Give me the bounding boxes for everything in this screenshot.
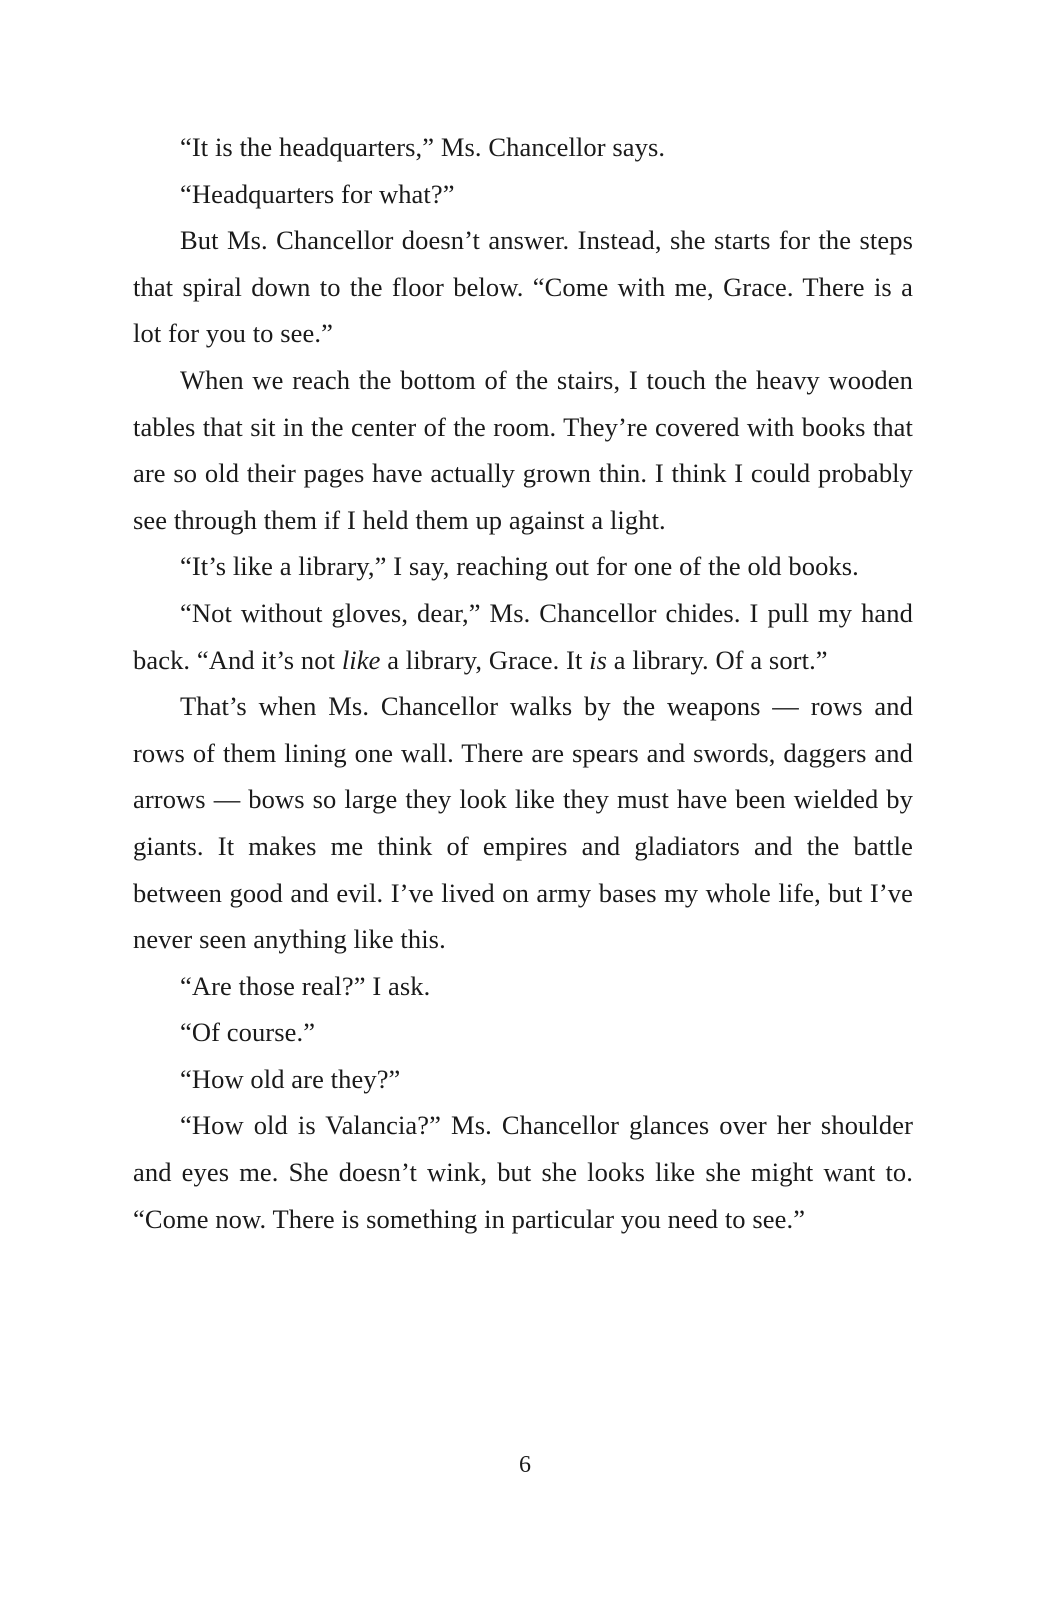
text-run: “It’s like a library,” I say, reaching out for one of the old books. xyxy=(180,551,859,582)
paragraph-2 xyxy=(133,171,913,218)
text-run: a library. Of a sort.” xyxy=(607,644,828,675)
text-run: “How old are they?” xyxy=(180,1063,401,1094)
paragraph-7 xyxy=(133,683,913,963)
italic-text-run: is xyxy=(589,644,608,675)
paragraph-3 xyxy=(133,217,913,357)
text-run: “Headquarters for what?” xyxy=(180,178,455,209)
paragraph-1 xyxy=(133,124,913,171)
paragraph-10 xyxy=(133,1056,913,1103)
page-number: 6 xyxy=(519,1452,531,1478)
text-run: “How old is Valancia?” Ms. Chancellor glances over her shoulder and eyes me. She doesn’t wink, but she looks like she might want to. “Come now. There is something in particular you need to see.” xyxy=(133,1110,913,1234)
body-text xyxy=(133,124,913,1242)
text-run: That’s when Ms. Chancellor walks by the weapons — rows and rows of them lining one wall. There are spears and swords, daggers and arrows — bows so large they look like they must have been wielded by giants. It makes me think of empires and gladiators and the battle between good and evil. I’ve lived on army bases my whole life, but I’ve never seen anything like this. xyxy=(133,691,913,955)
paragraph-11 xyxy=(133,1102,913,1242)
text-run: “Are those real?” I ask. xyxy=(180,970,431,1001)
text-run: “Not without gloves, dear,” Ms. Chancellor chides. I pull my hand back. “And it’s not xyxy=(133,597,913,675)
paragraph-5 xyxy=(133,543,913,590)
paragraph-6 xyxy=(133,590,913,683)
paragraph-9 xyxy=(133,1009,913,1056)
paragraph-8 xyxy=(133,963,913,1010)
text-run: When we reach the bottom of the stairs, I touch the heavy wooden tables that sit in the center of the room. They’re covered with books that are so old their pages have actually grown thin. I think I could probably see through them if I held them up against a light. xyxy=(133,364,913,535)
italic-text-run: like xyxy=(341,644,381,675)
paragraph-4 xyxy=(133,357,913,543)
text-run: “Of course.” xyxy=(180,1017,316,1048)
text-run: a library, Grace. It xyxy=(380,644,590,675)
text-run: “It is the headquarters,” Ms. Chancellor says. xyxy=(180,132,666,162)
text-run: But Ms. Chancellor doesn’t answer. Instead, she starts for the steps that spiral down to the floor below. “Come with me, Grace. There is a lot for you to see.” xyxy=(133,225,913,349)
